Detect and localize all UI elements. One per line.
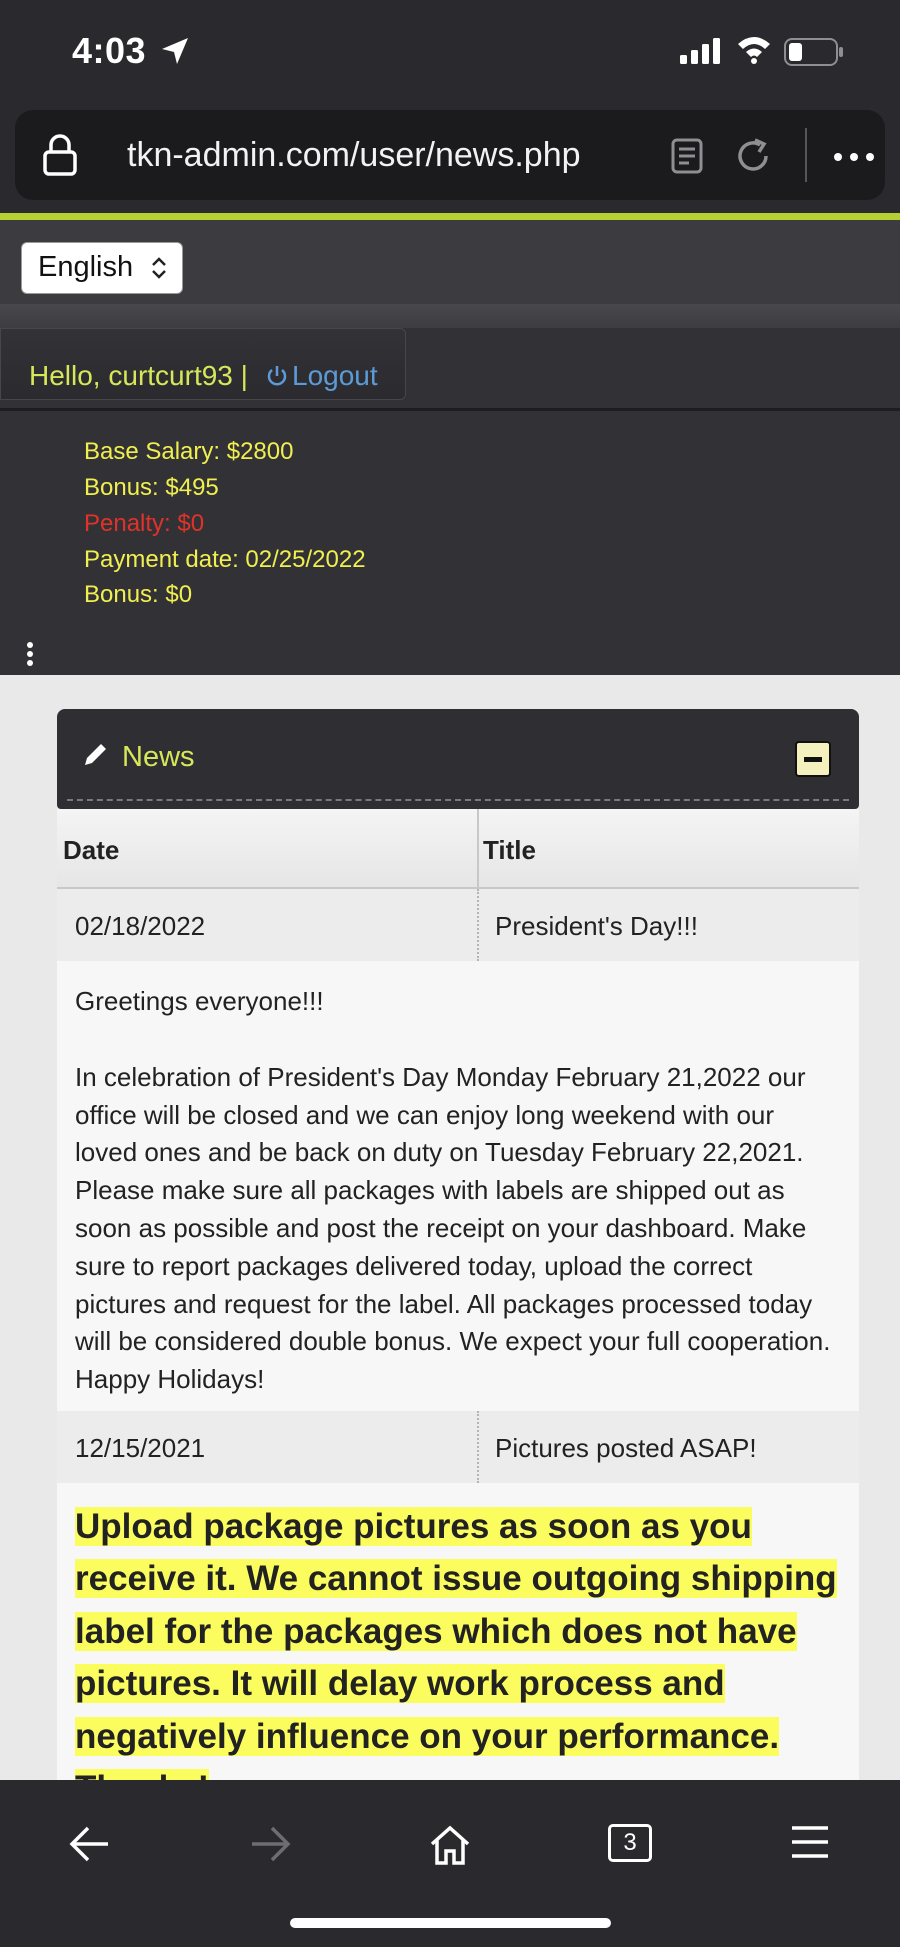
news-body: [57, 1483, 859, 1803]
table-row[interactable]: [57, 1411, 859, 1483]
main-content: [0, 675, 900, 1780]
bonus: Bonus: $495: [84, 474, 219, 501]
column-date[interactable]: Date: [63, 835, 120, 865]
column-title[interactable]: Title: [483, 835, 536, 865]
news-date: 02/18/2022: [75, 911, 206, 941]
table-header: [57, 809, 859, 889]
payment-date: Payment date: 02/25/2022: [84, 546, 366, 573]
column-divider: [477, 809, 479, 889]
header-dashed-line: [67, 799, 849, 801]
battery-icon: [784, 38, 844, 66]
news-item-title: President's Day!!!: [495, 911, 698, 941]
tab-count: 3: [623, 1829, 637, 1856]
news-text: In celebration of President's Day Monday February 21,2022 our office will be closed and we can enjoy long weekend with our loved ones and be back on duty on Tuesday February 22,2021. Please make sure all packages with labels are shipped out as soon as possible and post the receipt on your dashboard. Make sure to report packages delivered today, upload the correct pictures and request for the label. All packages processed today will be considered double bonus. We expect your full cooperation. Happy Holidays!: [75, 1061, 831, 1395]
kebab-icon[interactable]: [26, 642, 34, 666]
address-bar[interactable]: [15, 110, 885, 200]
logout-link[interactable]: [266, 360, 378, 392]
language-value: English: [38, 251, 134, 283]
home-icon[interactable]: [428, 1824, 472, 1866]
signal-icon: [680, 38, 724, 64]
row-divider: [477, 889, 479, 961]
collapse-icon[interactable]: [795, 741, 831, 777]
chevron-updown-icon: [150, 255, 168, 281]
home-indicator: [290, 1918, 611, 1928]
status-bar: [0, 0, 900, 100]
logout-label: Logout: [292, 360, 378, 391]
back-icon[interactable]: [68, 1824, 112, 1864]
pencil-icon: [81, 741, 109, 769]
news-item-title: Pictures posted ASAP!: [495, 1433, 757, 1463]
highlighted-text: Upload package pictures as soon as you receive it. We cannot issue outgoing shipping label for the packages which does not have pictures. It will delay work process and negatively influence on your performance.: [75, 1507, 837, 1808]
base-salary: Base Salary: $2800: [84, 438, 294, 465]
reload-icon[interactable]: [733, 136, 773, 176]
power-icon: [266, 364, 288, 388]
url-divider: [805, 128, 807, 182]
table-row[interactable]: [57, 889, 859, 961]
location-arrow-icon: [160, 36, 190, 66]
news-panel-header: [57, 709, 859, 809]
lock-icon: [43, 134, 77, 176]
more-icon[interactable]: [833, 152, 875, 162]
status-time: 4:03: [72, 30, 147, 71]
wifi-icon: [736, 34, 772, 64]
news-table: [57, 809, 859, 1803]
tabs-icon[interactable]: [608, 1824, 652, 1862]
highlighted-notice: [75, 1501, 841, 1815]
news-title: News: [122, 741, 195, 773]
header-separator: [0, 304, 900, 328]
penalty: Penalty: $0: [84, 510, 205, 537]
bonus-2: Bonus: $0: [84, 581, 193, 608]
news-body: [57, 961, 859, 1411]
menu-icon[interactable]: [790, 1824, 830, 1860]
forward-icon[interactable]: [248, 1824, 292, 1864]
language-select[interactable]: [21, 242, 183, 294]
news-date: 12/15/2021: [75, 1433, 206, 1463]
url-text[interactable]: tkn-admin.com/user/news.php: [127, 136, 581, 174]
row-divider: [477, 1411, 479, 1483]
news-greeting: Greetings everyone!!!: [75, 986, 324, 1016]
greeting-text: Hello, curtcurt93 |: [29, 360, 248, 391]
accent-line: [0, 213, 900, 220]
reader-icon[interactable]: [671, 138, 703, 174]
salary-info: [0, 411, 900, 675]
